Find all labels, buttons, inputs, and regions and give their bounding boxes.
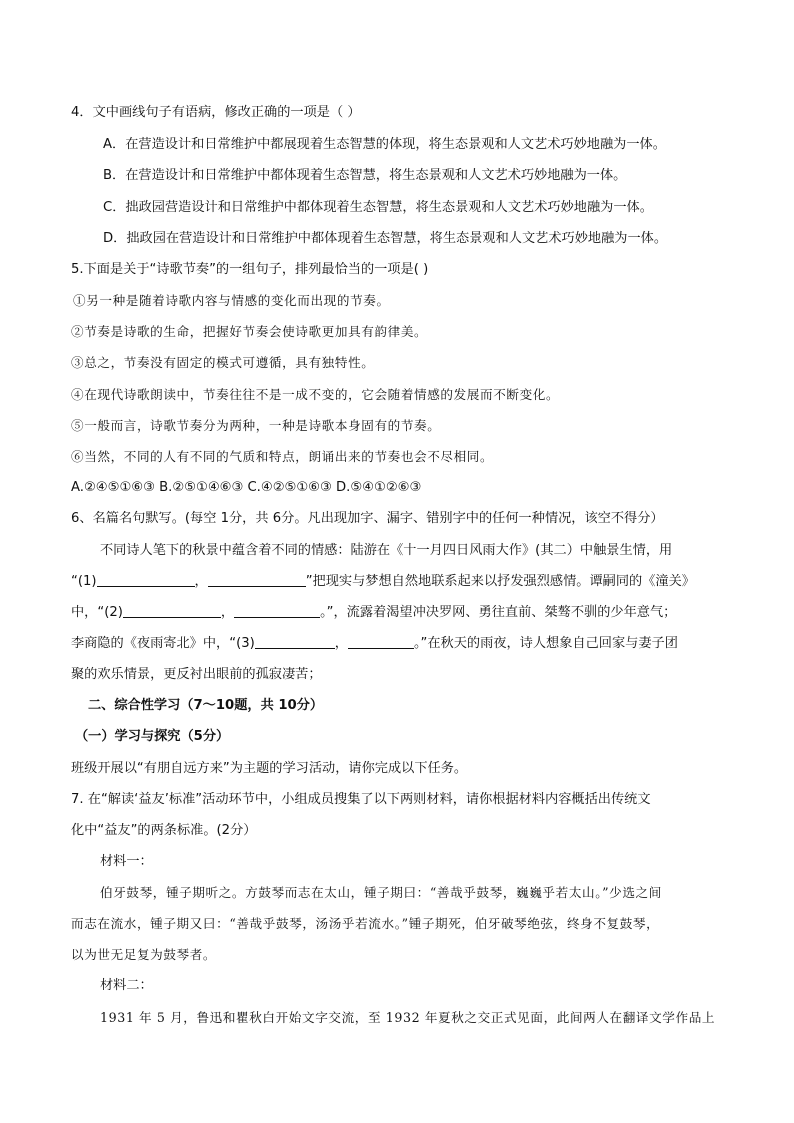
q6-line-1: 不同诗人笔下的秋景中蕴含着不同的情感：陆游在《十一月四日风雨大作》(其二）中触景生情，用: [100, 543, 673, 558]
q5-sentence-1: ①另一种是随着诗歌内容与情感的变化而出现的节奏。: [73, 293, 390, 308]
q6-comma: ，: [220, 605, 235, 620]
q5-sentence-2: ②节奏是诗歌的生命，把握好节奏会使诗歌更加具有韵律美。: [71, 324, 428, 339]
q4-option-c: C．拙政园营造设计和日常维护中都体现着生态智慧，将生态景观和人文艺术巧妙地融为一体。: [103, 200, 653, 215]
q4-option-b: B．在营造设计和日常维护中都体现着生态智慧，将生态景观和人文艺术巧妙地融为一体。: [103, 168, 627, 183]
section-2-intro: 班级开展以“有朋自远方来”为主题的学习活动，请你完成以下任务。: [71, 761, 468, 776]
material-1-line-2: 而志在流水，锺子期又曰：“善哉乎鼓琴，汤汤乎若流水。”锺子期死，伯牙破琴绝弦，终身不复鼓琴，: [71, 916, 660, 931]
q6-line-2-tail: ”把现实与梦想自然地联系起来以抒发强烈感情。谭嗣同的《潼关》: [305, 574, 695, 589]
q6-line-4: [71, 635, 678, 653]
answer-blank[interactable]: [348, 636, 414, 649]
material-2-line-1: 1931 年 5 月，鲁迅和瞿秋白开始文字交流，至 1932 年夏秋之交正式见面，此间两人在翻译文学作品上: [100, 1010, 716, 1025]
q5-choices: A.②④⑤①⑥③ B.②⑤①④⑥③ C.④②⑤①⑥③ D.⑤④①②⑥③: [71, 480, 422, 495]
q6-comma: ，: [334, 636, 348, 651]
material-2-title: 材料二：: [100, 978, 153, 993]
section-2-title: 二、综合性学习（7～10题，共 10分）: [88, 698, 324, 713]
q6-line-5: 聚的欢乐情景，更反衬出眼前的孤寂凄苦；: [71, 667, 322, 682]
answer-blank[interactable]: [97, 574, 195, 587]
q7-line-2: 化中“益友”的两条标准。(2分）: [71, 823, 257, 838]
q6-stem: 6、名篇名句默写。(每空 1分，共 6分。凡出现加字、漏字、错别字中的任何一种情况，该空不得分）: [71, 511, 664, 526]
answer-blank[interactable]: [255, 636, 335, 649]
material-1-title: 材料一：: [100, 854, 153, 869]
q5-stem: 5.下面是关于“诗歌节奏”的一组句子，排列最恰当的一项是( ): [71, 262, 429, 277]
answer-blank[interactable]: [234, 605, 320, 618]
q6-line-2: [71, 573, 695, 591]
q4-option-a: A．在营造设计和日常维护中都展现着生态智慧的体现，将生态景观和人文艺术巧妙地融为一体。: [103, 137, 666, 152]
q6-line-4-tail: 。”在秋天的雨夜，诗人想象自己回家与妻子团: [413, 636, 678, 651]
q5-sentence-4: ④在现代诗歌朗读中，节奏往往不是一成不变的，它会随着情感的发展而不断变化。: [71, 387, 560, 402]
q6-blank-label-2: 中，“(2): [71, 605, 123, 620]
q6-line-3-tail: 。”，流露着渴望冲决罗网、勇往直前、桀骜不驯的少年意气；: [320, 605, 677, 620]
material-1-line-3: 以为世无足复为鼓琴者。: [71, 947, 217, 962]
answer-blank[interactable]: [208, 574, 306, 587]
q6-blank-label-1: “(1): [71, 574, 97, 589]
q7-line-1: 7. 在“解读‘益友’标准”活动环节中，小组成员搜集了以下两则材料，请你根据材料内容概括出传统文: [71, 792, 651, 807]
q4-stem: 4．文中画线句子有语病，修改正确的一项是（ ）: [71, 105, 361, 120]
q6-blank-label-3: 李商隐的《夜雨寄北》中，“(3): [71, 636, 255, 651]
q5-sentence-6: ⑥当然，不同的人有不同的气质和特点，朗诵出来的节奏也会不尽相同。: [71, 449, 494, 464]
q4-option-d: D．拙政园在营造设计和日常维护中都体现着生态智慧，将生态景观和人文艺术巧妙地融为一体。: [103, 231, 668, 246]
q6-line-3: [71, 604, 676, 622]
q6-comma: ，: [194, 574, 208, 589]
q5-sentence-3: ③总之，节奏没有固定的模式可遵循，具有独特性。: [71, 355, 375, 370]
material-1-line-1: 伯牙鼓琴，锺子期听之。方鼓琴而志在太山，锺子期曰：“善哉乎鼓琴，巍巍乎若太山。”少选之间: [100, 885, 662, 900]
section-2-subtitle: （一）学习与探究（5分）: [75, 729, 230, 744]
answer-blank[interactable]: [123, 605, 221, 618]
q5-sentence-5: ⑤一般而言，诗歌节奏分为两种，一种是诗歌本身固有的节奏。: [71, 418, 441, 433]
